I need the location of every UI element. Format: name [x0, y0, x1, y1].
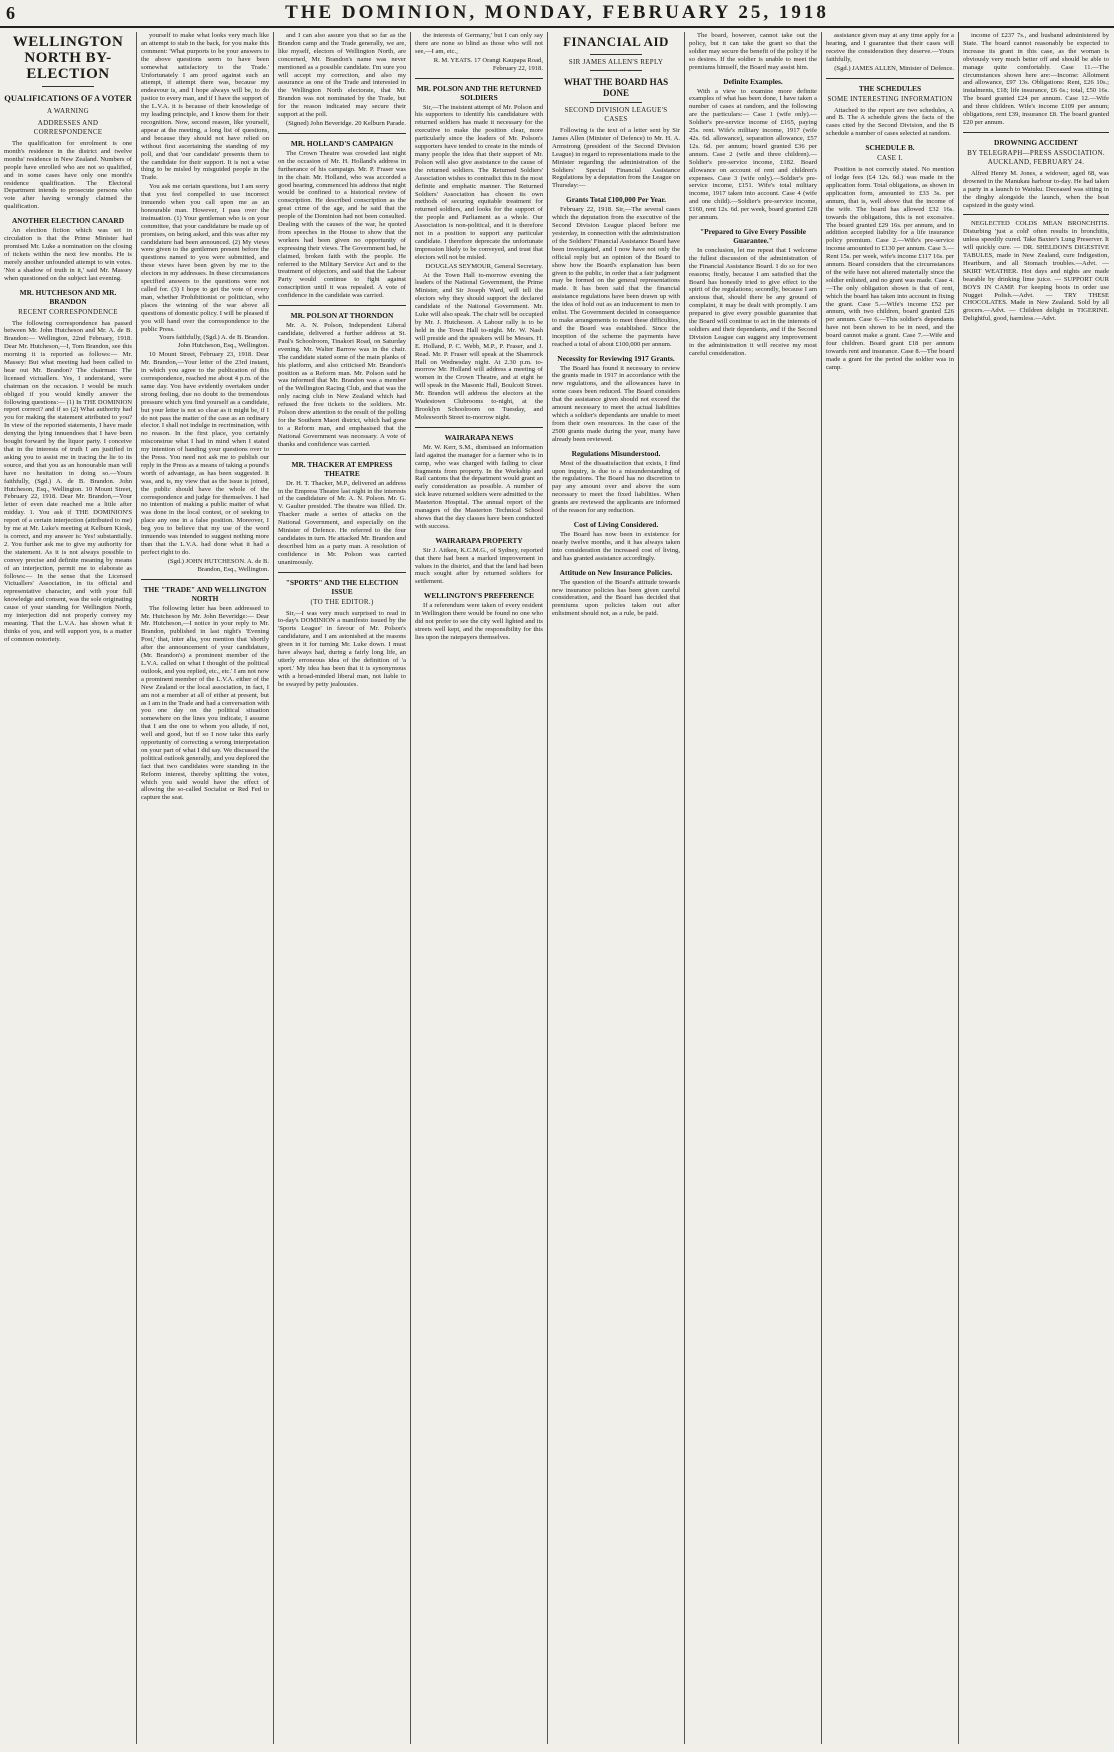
divider — [590, 54, 641, 55]
column-4 — [415, 32, 543, 1742]
section-heading: Attitude on New Insurance Policies. — [559, 567, 673, 577]
column-rule — [821, 32, 822, 1744]
signature: (Sgd.) JAMES ALLEN, Minister of Defence. — [834, 64, 954, 72]
column-rule — [273, 32, 274, 1744]
article-paragraph: You ask me certain questions, but I am sorry that you feel compelled to use incorrect innuendo when you call upon me as an honourable man. However, I pass over the insinuation. (1) Your gentleman who is on your committee, that your candidature be made up of promises, on being asked, and this was after my candidature had been announced. (2) My views were given to the gentlemen present before the questions named to you were submitted, and these views have been given by me to the electors in my addresses. In these circumstances specified answers to the questions were not called for. (3) I hope to get the vote of every man, whether Prohibitionist or politician, who places the winning of the war above all questions of domestic policy. I will be pleased if you will hand over the correspondence to the public Press. — [141, 183, 269, 333]
article-paragraph: In conclusion, let me repeat that I welcome the fullest discussion of the administration of the Financial Assistance Board. I do so for two reasons; firstly, because I am satisfied that the Board has honestly tried to give effect to the spirit of the regulations; secondly, because I am anxious that, should there be any ground of complaint, it may be dealt with promptly. I am prepared to give every possible guarantee that the Board will continue to act in the interests of soldiers and their dependants, and if the Second Division League can suggest any improvement in the administration it will receive my most careful consideration. — [689, 246, 817, 357]
column-rule — [958, 32, 959, 1744]
subhead-allens-reply: SIR JAMES ALLEN'S REPLY — [568, 58, 664, 66]
article-paragraph: the interests of Germany,' but I can only say there are none so blind as those who will not see,—I am, etc., — [415, 32, 543, 55]
divider — [963, 214, 1109, 215]
article-paragraph: Position is not correctly stated. No mention of lodge fees (£4 12s. 6d.) was made in the application form. Total obligations, as shown in application form, amounted to £33 3s. per annum, that is, well above that the income of the wife. The board has allowed £32 16s. towards the obligations, this is not excessive. The board granted £29 16s. per annum, and in addition accepted liability for a life insurance policy premium. Case 2.—Wife's pre-service income amounted to £130 per annum. Case 3.—Rent 15s. per week, wife's income £117 16s. per annum. Board considers that the circumstances of the wife have not altered materially since the soldier enlisted, and no grant was made. Case 4.—The only obligation shown is that of rent, which the board has taken into account in fixing the grant. Case 5.—Wife's income £52 per annum, with two children, board granted £26 per annum. Case 6.—This soldier's dependants have not been shown to be in need, and the board cannot make a grant. Case 7.—Wife and four children. Board grant £18 per annum towards rent and insurance. Case 8.—The board made a grant for the period the soldier was in camp. — [826, 166, 954, 371]
subhead-qualifications: QUALIFICATIONS OF A VOTER — [4, 93, 132, 103]
article-paragraph: The following letter has been addressed to Mr. Hutcheson by Mr. John Beveridge:— Dear Mr. Hutcheson,—I notice in your reply to Mr. Brandon, published in last night's 'Evening Post,' that, inter alia, you mention that 'shortly after the announcement of your candidature, (Mr. Brandon's) a prominent member of the L.V.A. called on what I thought of the political outlook, and you replied, etc., etc.' I am not now a prominent member of the L.V.A. either of the New Zealand or the local association, in fact, I am not a member at all of either at present, but as I am in the Trade and had a conversation with you one day on the political situation somewhere on the lines you indicate, I assume that I am the one to whom you allude, if not, well and good, but if so I now take this early opportunity of correcting a wrong interpretation on your part of what I did say. We discussed the political outlook generally, and you deplored the fact that two candidates were standing in the Reform interest, thereby splitting the votes, which you said would have the effect of allowing the so-called Socialist or Red Fed to capture the seat. — [141, 604, 269, 802]
section-heading: Grants Total £100,000 Per Year. — [566, 195, 666, 205]
article-paragraph: Attached to the report are two schedules, A and B. The A schedule gives the facts of the cases cited by the Second Division, and the B schedule a number of cases selected at random. — [826, 106, 954, 138]
article-paragraph: The Board has now been in existence for nearly twelve months, and it has always taken into consideration the increased cost of living, and has granted assistance accordingly. — [552, 530, 680, 562]
headline-wellington-north: WELLINGTON NORTH BY-ELECTION — [12, 34, 124, 82]
article-paragraph: The board, however, cannot take out the policy, but it can take the grant so that the soldier may secure the benefit of the policy if he so desires. If the soldier is unable to meet the premiums himself, the Board may assist him. — [689, 32, 817, 71]
section-heading: Definite Examples. — [723, 76, 783, 86]
section-subheading: SOME INTERESTING INFORMATION — [827, 94, 953, 103]
article-paragraph: Sir,—The insistent attempt of Mr. Polson and his supporters to identify his candidature with returned soldiers has made it necessary for the executive to make the position clear, more particularly since the leaders of Mr. Polson's supporters have tended to create in the minds of many people the idea that their support of Mr. Polson will also give assistance to the cause of the returned soldiers. The Returned Soldiers' Association wishes to contradict this in the most definite and emphatic manner. The Returned Soldiers' Association has chosen its own methods of securing equitable treatment for returned soldiers, and looks for the support of the people and Parliament as a whole. Our Association is non-political, and it is therefore not in a position to support any particular candidate. I therefore deprecate the unfortunate impression likely to be conveyed, and trust that electors will not be misled. — [415, 103, 543, 261]
article-paragraph: The following correspondence has passed between Mr. John Hutcheson and Mr. A. de B. Brandon:— Wellington, 22nd February, 1918. Dear Mr. Hutcheson,—I, Tom Brandon, see this morning it is reported as follows:— Mr. Massey: But what meeting had been called to hear out Mr. Brandon? The chairman: The licensed victuallers. Yes, I understand, were chairman on the occasion. I would be much obliged if you would kindly answer the following questions:— (1) In THE DOMINION report correct? and if so (2) What authority had you for making the statement attributed to you? In view of the reported statements, I have made denying the lying innuendoes that I have been bought forward by the liquor party. I conceive that in the interests of truth I am justified in asking you to assist me in tracing the lie to its source, and that you as an honourable man will have no hesitation in doing so.—Yours faithfully, (Sgd.) A. de B. Brandon. John Hutcheson, Esq., Wellington. 10 Mount Street, February 22, 1918. Dear Mr. Brandon,—Your letter of even date reached me a little after midday. 1. You ask if THE DOMINION'S report of a certain interjection (attributed to me) by me at Mr. Luke's meeting at Kelburn Kiosk, is correct, and my answer is: Yes! substantially. 2. You further ask me to give my authority for the statement. As it is not always possible to convey precise and definite meaning by means of an interjection, permit me to elaborate as follows:— In the sense that the Licensed Victuallers' Association, in its official and representative character, and with your full knowledge and consent, was the sole originating cause of your standing for Wellington North, my interjection did not properly convey my meaning. That the L.V.A. has shown what it thinks of you, and will support you, is a matter of common notoriety. — [4, 319, 132, 643]
section-heading: THE "TRADE" AND WELLINGTON NORTH — [143, 584, 267, 603]
column-5 — [552, 32, 680, 1742]
subhead-league-cases: SECOND DIVISION LEAGUE'S CASES — [564, 106, 668, 123]
section-heading: Cost of Living Considered. — [573, 519, 659, 529]
divider — [278, 305, 406, 306]
divider — [278, 133, 406, 134]
section-heading: MR. POLSON AT THORNDON — [290, 311, 394, 321]
article-paragraph: Mr. A. N. Polson, Independent Liberal candidate, delivered a further address at St. Paul's Schoolroom, Tinakori Road, on Saturday evening. Mr. Walter Barrow was in the chair. The candidate stated some of the main planks of his platform, and also criticised Mr. Brandon's position as a Reform man. Mr. Polson said he was informed that Mr. Brandon was a member of the Wellington Racing Club, and that was the only racing club in New Zealand which had refused the free tickets to the soldiers. Mr. Polson drew attention to the result of the polling for the Southern Maori district, which had gone to a Reform man, and emphasised that the National Government was necessary. A vote of thanks and confidence was carried. — [278, 322, 406, 448]
divider — [415, 427, 543, 428]
subhead-board: WHAT THE BOARD HAS DONE — [563, 77, 669, 98]
section-heading: SCHEDULE B. — [865, 143, 915, 153]
section-heading: WAIRARAPA PROPERTY — [435, 535, 523, 545]
section-heading: DROWNING ACCIDENT — [994, 137, 1078, 147]
column-8 — [963, 32, 1109, 1742]
signature: (Signed) John Beveridge. 20 Kelburn Parade. — [286, 119, 406, 127]
column-3 — [278, 32, 406, 1742]
divider — [590, 70, 641, 71]
article-paragraph: Most of the dissatisfaction that exists, I find upon inquiry, is due to a misunderstanding of the regulations. The Board has no discretion to pay any amount over and above the sum necessary to meet the fixed liabilities. When grants are reviewed the applicants are informed of the reason for any reduction. — [552, 459, 680, 515]
article-paragraph: Dr. H. T. Thacker, M.P., delivered an address in the Empress Theatre last night in the interests of the candidature of Mr. A. N. Polson. Mr. G. V. Gaulter presided. The theatre was filled. Dr. Thacker made a series of attacks on the National Government, and especially on the Minister of Defence. He referred to the four candidates in turn. He attacked Mr. Brandon and described him as a party man. A resolution of confidence in Mr. Polson was carried unanimously. — [278, 479, 406, 566]
section-heading: WELLINGTON'S PREFERENCE — [423, 591, 535, 601]
divider — [278, 572, 406, 573]
masthead — [0, 0, 1114, 28]
subhead-warning: A WARNING — [46, 107, 90, 115]
column-2 — [141, 32, 269, 1742]
section-heading: Regulations Misunderstood. — [571, 448, 661, 458]
article-paragraph: and I can also assure you that so far as the Brandon camp and the Trade generally, we are, like myself, electors of Wellington North, are concerned, Mr. Brandon's name was never mentioned as a possible candidate. I'm sure you will accept my correction, and also my assurance as one of the Trade and interested in the Wellington North electorate, that Mr. Brandon was not nominated by the Trade, but for the reason indicated may secure their support at the poll. — [278, 32, 406, 119]
article-paragraph: February 22, 1918. Sir,—The several cases which the deputation from the executive of the Second Division League placed before me yesterday, in connection with the administration of the Soldiers' Financial Assistance Board have been investigated, and I now have not only the official reply but an opinion of the Board to show how the Board's explanation has been given to the public, in order that a fair judgment may be formed on the general representations made. It has been said that the financial assistance regulations have been drawn up with the idea of hold out as an inducement to men to enlist. The Government decided in consequence to make arrangements to meet these difficulties, and the Board was established. Since the inception of the scheme the payments have reached a total of about £100,000 per annum. — [552, 206, 680, 348]
newspaper-title: THE DOMINION, MONDAY, FEBRUARY 25, 1918 — [285, 2, 829, 23]
section-subheading: BY TELEGRAPH—PRESS ASSOCIATION. AUCKLAND, FEBRUARY 24. — [967, 148, 1105, 166]
section-heading: MR. POLSON AND THE RETURNED SOLDIERS — [416, 83, 542, 102]
column-rule — [410, 32, 411, 1744]
subhead-addresses: ADDRESSES AND CORRESPONDENCE — [33, 119, 103, 136]
section-heading: MR. THACKER AT EMPRESS THEATRE — [291, 459, 393, 478]
section-subheading: (TO THE EDITOR.) — [310, 597, 374, 606]
section-subheading: CASE I. — [877, 154, 903, 163]
article-paragraph: Following is the text of a letter sent by Sir James Allen (Minister of Defence) to Mr. H. A. Armstrong (president of the Second Division League) in regard to representations made to the Minister regarding the administration of the Soldiers' Special Financial Assistance Regulations by a deputation from the League on Thursday:— — [552, 127, 680, 190]
page-number: 6 — [6, 3, 15, 23]
article-paragraph: With a view to examine more definite examples of what has been done, I have taken a number of cases at random, and the following are the particulars:— Case 1 (wife only).—Soldier's pre-service income of £165, paying 25s. rent. Wife's military income, 1917 (wife 42s. 6d. allowance), separation allowance, £57 12s. 6d. per annum; board granted £36 per annum. Case 2 (wife and three children).—Soldier's pre-service income, £182. Board allowance on account of rent and children's expenses. Case 3 (wife only).—Soldier's pre-service income, £151. Wife's total military income, 1917 taken into account. Case 4 (wife and one child).—Soldier's pre-service income, £160, rent 12s. 6d. per week, board granted £28 per annum. — [689, 87, 817, 222]
section-heading: MR. HUTCHESON AND MR. BRANDON — [19, 287, 117, 306]
article-paragraph: At the Town Hall to-morrow evening the leaders of the National Government, the Prime Minister, and Sir Joseph Ward, will tell the electors why they should support the declared candidate of the National Government. Mr. Luke will also speak. The chair will be occupied by Mr. J. Hutcheson. A Labour rally is to be held in the Town Hall to-night. Mr. W. Nash will preside and the speakers will be Messrs. H. E. Holland, P. C. Webb, M.P., P. Fraser, and J. Read. Mr. P. Fraser will speak at the Shamrock Hall on Wednesday night. At 2.30 p.m. to-morrow Mr. Holland will address a meeting of women in the Crown Theatre, and at eight he will speak in the Masonic Hall, Boulcott Street. Mr. Brandon will address the electors at the Wadestown Clubrooms to-night, at the Brooklyn Schoolroom on Tuesday, and Molesworth Street to-morrow night. — [415, 271, 543, 421]
article-paragraph: Mr. W. Kerr, S.M., dismissed an information laid against the manager for a farmer who is in camp, who was charged with failing to clear fragments from property. In the Workship and Rail cantons that the department would grant an early consideration as possible. A number of sick leave returned soldiers were admitted to the Masterton Hospital. The annual report of the managers of the Masterton Technical School shows that the day classes have been conducted with success. — [415, 443, 543, 530]
article-paragraph: The question of the Board's attitude towards new insurance policies has been given careful consideration, and the Board has decided that premiums upon policies taken out after enlistment should not, as a rule, be paid. — [552, 578, 680, 618]
article-paragraph: 10 Mount Street, February 23, 1918. Dear Mr. Brandon,—Your letter of the 23rd instant, in which you agree to the publication of this correspondence, reached me about 4 p.m. of the same day. You have evidently overtaken under strong feeling, due no doubt to the tremendous pressure which you find yourself as a candidate, but your letter is not so clear as it might be, if I do not pass the matter of the case as an ordinary elector. I shall not indulge in recrimination, with no reason. In the first place, you certainly misconstrue what I had in mind when I stated my intention of handing your questions over to the Press. You need not ask me to publish our reply in the Press as a means of taking a pound's worth of advantage, as has been suggested. It was, and is, my view that as the issue is joined, the public should have the whole of the correspondence and judge for themselves. I had no intention of making a public matter of what was done in the local contest, or of seeking to place any one in a false position. Moreover, I beg you to believe that my use of the word innuendo was intended to suggest nothing more than that the L.V.A. had done what it had a perfect right to do. — [141, 351, 269, 556]
article-paragraph: assistance given may at any time apply for a hearing, and I guarantee that their cases will receive the consideration they deserve.—Yours faithfully, — [826, 32, 954, 63]
article-paragraph: income of £237 7s., and husband administered by State. The board cannot reasonably be expected to increase its grant in this case, as the woman is obviously very much better off and should be able to manage quite comfortably. Case 11.—The circumstances shown here are:—Income: Allotment and allowance, £97 13s. Obligations: Rent, £26 10s.; instalments, £18; life insurance, £6 6s.; total, £50 16s. The board granted £24 per annum. Case 12.—Wife and three children. Wife's income £109 per annum; obligations, rent £39, insurance £8. The board granted £20 per annum. — [963, 32, 1109, 126]
article-paragraph: The qualification for enrolment is one month's residence in the district and twelve months' residence in New Zealand. Numbers of people have enrolled who are not so qualified, and in some cases have only one month's residence qualification. The Electoral Department intends to prosecute persons who vote after having wrongly claimed the qualification. — [4, 140, 132, 211]
divider — [963, 132, 1109, 133]
article-paragraph: Alfred Henry M. Jones, a widower, aged 68, was drowned in the Manukau harbour to-day. He had taken a party in a launch to Waiuku. Deceased was sitting in the dinghy alongside the launch, when the boat capsized in the gusty wind. — [963, 169, 1109, 209]
column-rule — [136, 32, 137, 1744]
section-heading: "SPORTS" AND THE ELECTION ISSUE — [285, 577, 399, 596]
section-heading: THE SCHEDULES — [858, 83, 922, 93]
signature: Yours faithfully, (Sgd.) A. de B. Brandon. John Hutcheson, Esq., Wellington. — [158, 334, 269, 350]
article-paragraph: An election fiction which was set in circulation is that the Prime Minister had promised Mr. Luke a nomination on the closing of tickets within the next few months. He is merely another unfounded attempt to win votes. 'Not a shadow of truth in it,' said Mr. Massey when questioned on the subject last evening. — [4, 227, 132, 282]
article-paragraph: The Board has found it necessary to review the grants made in 1917 in accordance with the new regulations, and the allowances have in some cases been reduced. The Board considers that the assistance given should not exceed the amount necessary to meet the actual liabilities which a soldier's dependants are unable to meet from their own resources. In the case of the 2500 grants made during the year, many have already been reviewed. — [552, 364, 680, 443]
column-7 — [826, 32, 954, 1742]
article-paragraph: Sir J. Aitken, K.C.M.G., of Sydney, reported that there had been a marked improvement in values in the district, and that the land had been much sought after by returned soldiers for settlement. — [415, 546, 543, 586]
signature: (Sgd.) JOHN HUTCHESON. A. de B. Brandon, Esq., Wellington. — [167, 557, 269, 573]
column-rule — [684, 32, 685, 1744]
section-heading: WAIRARAPA NEWS — [444, 432, 514, 442]
signature: R. M. YEATS. 17 Orangi Kaupapa Road, February 22, 1918. — [433, 56, 543, 72]
column-rule — [547, 32, 548, 1744]
divider — [141, 579, 269, 580]
article-paragraph: yourself to make what looks very much like an attempt to stab in the back, for you make this comment: 'What purports to be your answers to the above questions seem to have been somewhat satisfactory to the Trade.' Unfortunately I am proof against such an attempt, if attempt there was, because my endeavour is, and I hope always will be, to do justice to every man, and if I have the support of the L.V.A. it is because of their knowledge of my leading principle, and I know them for their recognition. Now, second reason, like yourself, appear at the meeting, a long list of questions, and because they should not have relied on without first ascertaining the standing of my poll, and that 'our candidate' presents them to the candidate for their support. It is not a wise thing to be misled by misguided people in the Trade. — [141, 32, 269, 182]
section-heading: ANOTHER ELECTION CANARD — [11, 216, 125, 226]
column-1 — [4, 32, 132, 1742]
divider — [590, 102, 641, 103]
divider — [415, 78, 543, 79]
signature: DOUGLAS SEYMOUR, General Secretary. — [425, 262, 543, 270]
article-paragraph: The Crown Theatre was crowded last night on the occasion of Mr. H. Holland's address in furtherance of his campaign. Mr. P. Fraser was in the chair. Mr. Holland, who was accorded a good hearing, commenced his address that night would be confined to a historical review of conscription. He described conscription as the great crime of the age, and he said that the people of the Dominion had not been consulted. Dealing with the causes of the war, he quoted from speeches in the House to show that the workers had been given no opportunity of expressing their views. The Government had, he claimed, broken faith with the people. He referred to the Military Service Act and to the treatment of objectors, and said that the Labour Party would continue to fight against conscription until it was repealed. A vote of confidence in the candidate was carried. — [278, 149, 406, 300]
section-heading: Necessity for Reviewing 1917 Grants. — [557, 353, 675, 363]
headline-financial-aid: FINANCIAL AID — [563, 34, 669, 49]
section-heading: "Prepared to Give Every Possible Guarantee." — [699, 226, 807, 245]
divider — [278, 454, 406, 455]
article-paragraph: Sir,—I was very much surprised to read in to-day's DOMINION a manifesto issued by the 'Sports League' in favour of Mr. Polson's candidature, and I am astonished at the reasons given in it for turning Mr. Luke down. I must have always had, during a fairly long life, an utterly erroneous idea of the definition of 'a sport.' My idea has been that it is synonymous with a broad-minded liberal man, not liable to be swayed by petty jealousies. — [278, 609, 406, 688]
column-6 — [689, 32, 817, 1742]
article-paragraph: If a referendum were taken of every resident in Wellington there would be found no one who did not prefer to see the city well lighted and its streets well kept, and the responsibility for this lies upon the ratepayers themselves. — [415, 602, 543, 641]
divider — [42, 86, 93, 87]
advertisements: NEGLECTED COLDS MEAN BRONCHITIS. Disturbing 'just a cold' often results in bronchitis, unless speedily cured. Take Baxter's Lung Preserver. It will quickly cure. — DR. SHELDON'S DIGESTIVE TABULES, made in New Zealand, cure Indigestion, Heartburn, and all Stomach troubles.—Advt. — SKIRT WEATHER. Hot days and nights are made bearable by drinking lime juice. — SUPPORT OUR BOYS IN CAMP. For keeping boots in order use Nugget Polish.—Advt. — TRY THESE CHOCOLATES. Made in New Zealand. Sold by all grocers.—Advt. — Children delight in TIGERINE. Delightful, good, harmless.—Advt. — [963, 220, 1109, 323]
divider — [826, 78, 954, 79]
section-heading: MR. HOLLAND'S CAMPAIGN — [290, 138, 394, 148]
section-subheading: RECENT CORRESPONDENCE — [18, 307, 118, 316]
